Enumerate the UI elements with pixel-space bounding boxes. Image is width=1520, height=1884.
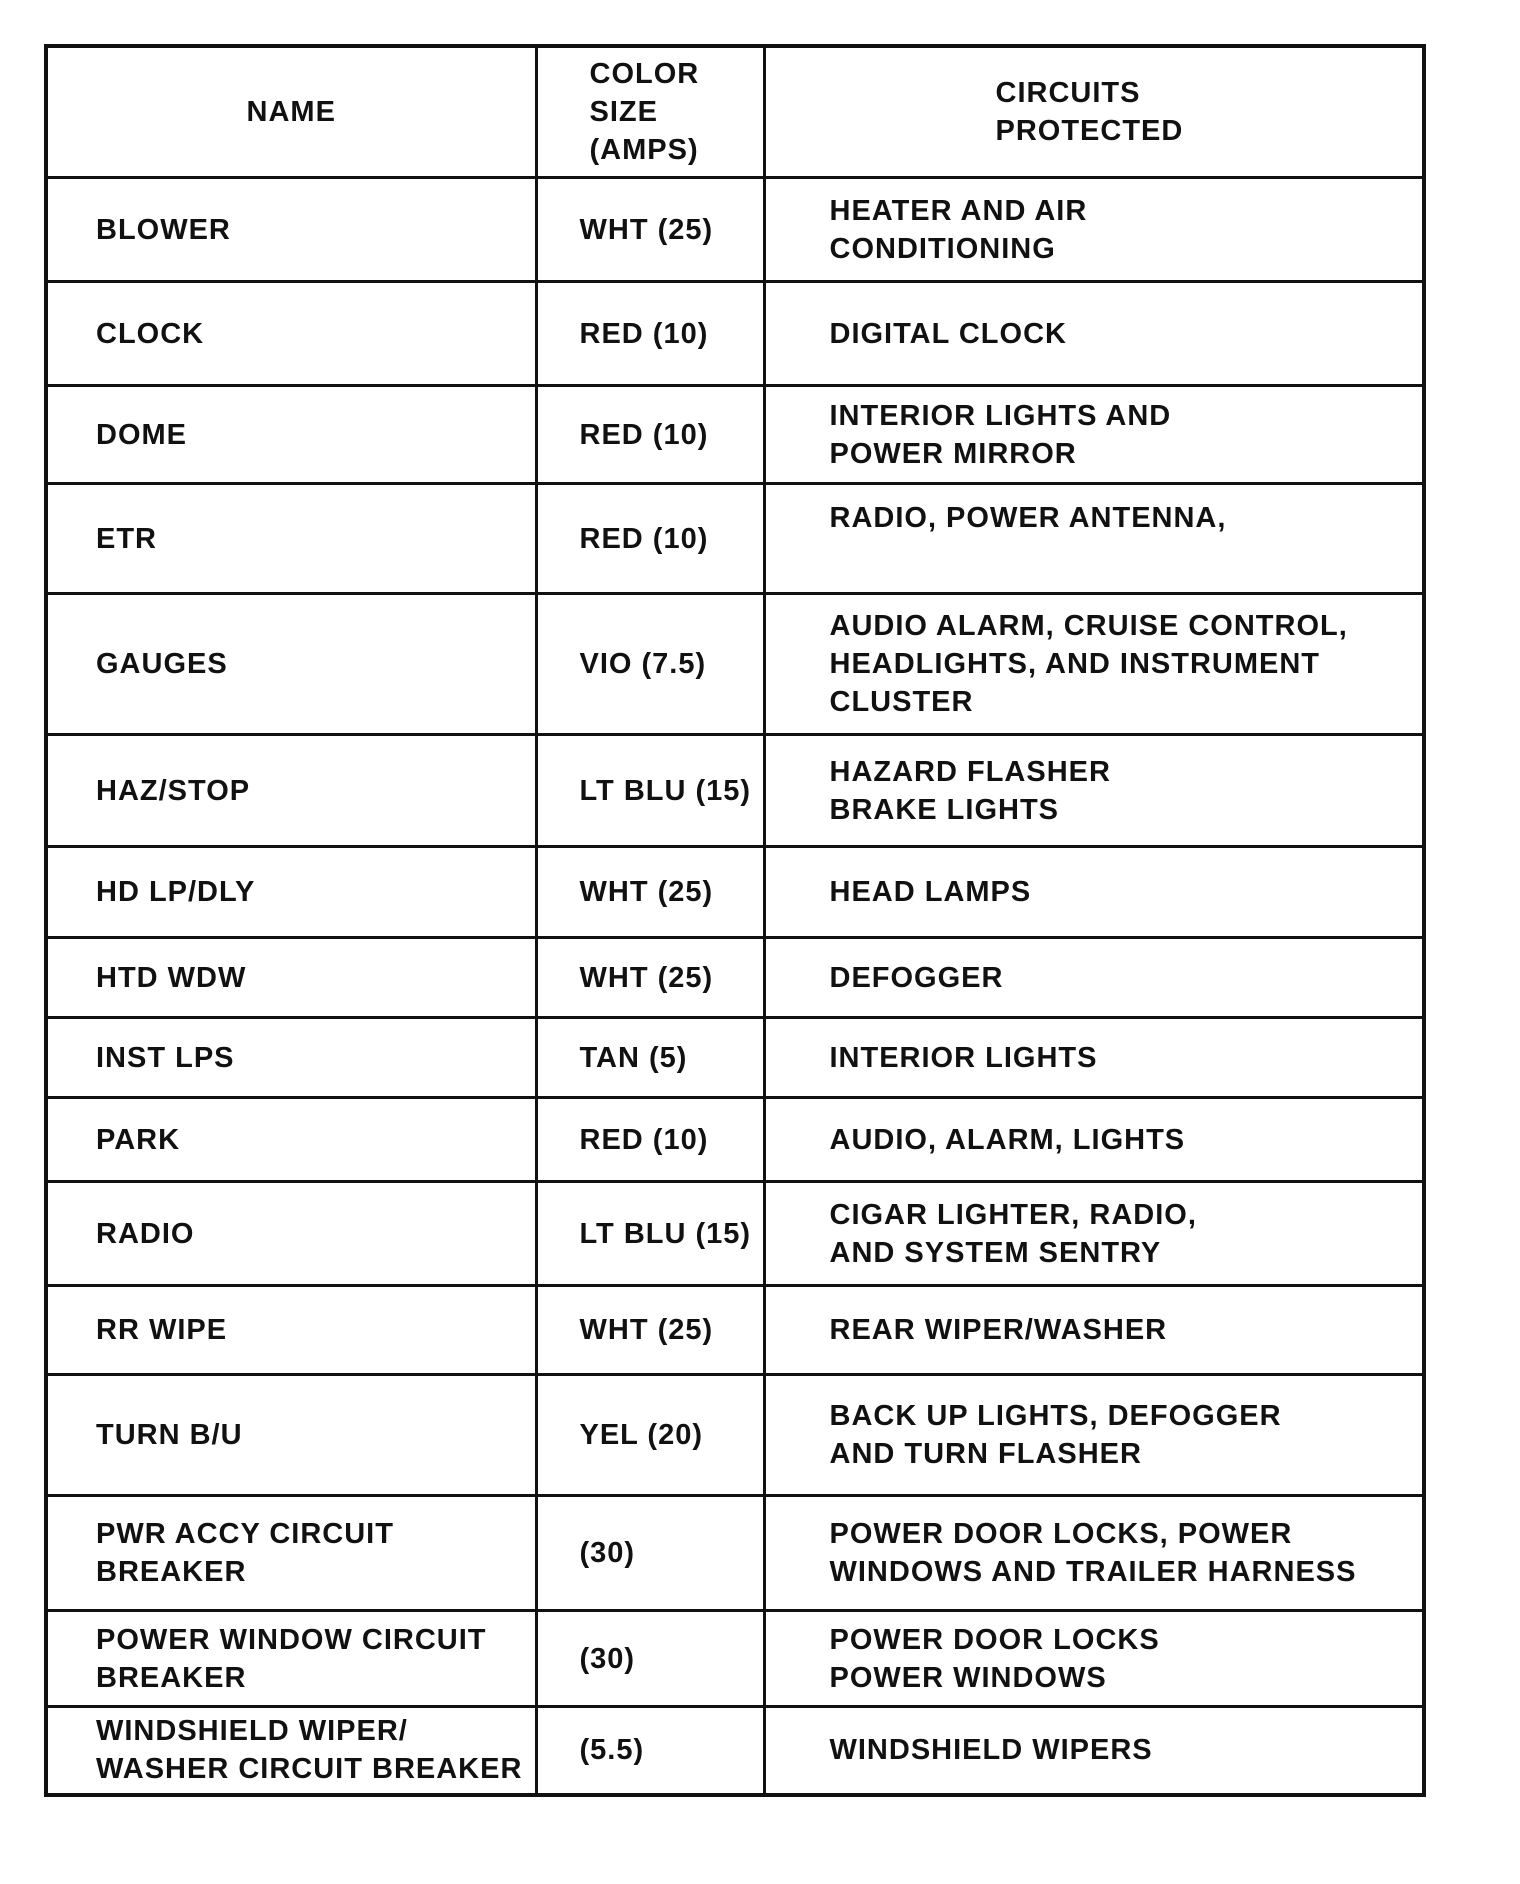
- circuits-protected: HAZARD FLASHER BRAKE LIGHTS: [764, 735, 1424, 847]
- fuse-size: LT BLU (15): [536, 735, 764, 847]
- fuse-name: WINDSHIELD WIPER/ WASHER CIRCUIT BREAKER: [46, 1707, 536, 1795]
- table-row: [46, 594, 1424, 735]
- fuse-name: CLOCK: [46, 282, 536, 386]
- table-row: [46, 735, 1424, 847]
- fuse-name: HAZ/STOP: [46, 735, 536, 847]
- table-row: [46, 1286, 1424, 1375]
- table-row: [46, 1182, 1424, 1286]
- fuse-size: (5.5): [536, 1707, 764, 1795]
- fuse-name: BLOWER: [46, 178, 536, 282]
- circuits-protected: BACK UP LIGHTS, DEFOGGER AND TURN FLASHER: [764, 1375, 1424, 1496]
- fuse-size: YEL (20): [536, 1375, 764, 1496]
- fuse-name: ETR: [46, 484, 536, 594]
- fuse-name: HD LP/DLY: [46, 847, 536, 938]
- fuse-size: (30): [536, 1496, 764, 1611]
- table-row: [46, 1375, 1424, 1496]
- table-row: [46, 847, 1424, 938]
- fuse-name: INST LPS: [46, 1018, 536, 1098]
- table-row: [46, 282, 1424, 386]
- circuits-protected: POWER DOOR LOCKS POWER WINDOWS: [764, 1611, 1424, 1707]
- circuits-protected: RADIO, POWER ANTENNA,: [764, 484, 1424, 594]
- circuits-protected: AUDIO, ALARM, LIGHTS: [764, 1098, 1424, 1182]
- fuse-size: WHT (25): [536, 1286, 764, 1375]
- fuse-name: PWR ACCY CIRCUIT BREAKER: [46, 1496, 536, 1611]
- fuse-name: DOME: [46, 386, 536, 484]
- table-row: [46, 1611, 1424, 1707]
- circuits-protected: WINDSHIELD WIPERS: [764, 1707, 1424, 1795]
- circuits-protected: HEATER AND AIR CONDITIONING: [764, 178, 1424, 282]
- fuse-name: HTD WDW: [46, 938, 536, 1018]
- fuse-name: POWER WINDOW CIRCUIT BREAKER: [46, 1611, 536, 1707]
- circuits-protected: AUDIO ALARM, CRUISE CONTROL, HEADLIGHTS, AND INSTRUMENT CLUSTER: [764, 594, 1424, 735]
- fuse-size: VIO (7.5): [536, 594, 764, 735]
- fuse-name: PARK: [46, 1098, 536, 1182]
- table-row: [46, 386, 1424, 484]
- table-row: [46, 1496, 1424, 1611]
- circuits-protected: INTERIOR LIGHTS: [764, 1018, 1424, 1098]
- table-row: [46, 938, 1424, 1018]
- fuse-size: WHT (25): [536, 178, 764, 282]
- table-row: [46, 1018, 1424, 1098]
- circuits-protected: CIGAR LIGHTER, RADIO, AND SYSTEM SENTRY: [764, 1182, 1424, 1286]
- fuse-size: RED (10): [536, 484, 764, 594]
- header-circuits-protected: CIRCUITS PROTECTED: [764, 46, 1424, 178]
- fuse-size: RED (10): [536, 282, 764, 386]
- table-row: [46, 484, 1424, 594]
- circuits-protected: POWER DOOR LOCKS, POWER WINDOWS AND TRAILER HARNESS: [764, 1496, 1424, 1611]
- fuse-size: RED (10): [536, 386, 764, 484]
- fuse-size: WHT (25): [536, 938, 764, 1018]
- header-color-size-amps: COLOR SIZE (AMPS): [536, 46, 764, 178]
- fuse-name: RADIO: [46, 1182, 536, 1286]
- header-name: NAME: [46, 46, 536, 178]
- fuse-name: RR WIPE: [46, 1286, 536, 1375]
- fuse-size: RED (10): [536, 1098, 764, 1182]
- table-row: [46, 1707, 1424, 1795]
- header-row: [46, 46, 1424, 178]
- circuits-protected: REAR WIPER/WASHER: [764, 1286, 1424, 1375]
- fuse-table: [44, 44, 1426, 1797]
- fuse-size: (30): [536, 1611, 764, 1707]
- circuits-protected: HEAD LAMPS: [764, 847, 1424, 938]
- circuits-protected: DEFOGGER: [764, 938, 1424, 1018]
- circuits-protected: DIGITAL CLOCK: [764, 282, 1424, 386]
- table-row: [46, 178, 1424, 282]
- fuse-size: TAN (5): [536, 1018, 764, 1098]
- fuse-name: GAUGES: [46, 594, 536, 735]
- fuse-size: LT BLU (15): [536, 1182, 764, 1286]
- table-row: [46, 1098, 1424, 1182]
- circuits-protected: INTERIOR LIGHTS AND POWER MIRROR: [764, 386, 1424, 484]
- fuse-size: WHT (25): [536, 847, 764, 938]
- fuse-name: TURN B/U: [46, 1375, 536, 1496]
